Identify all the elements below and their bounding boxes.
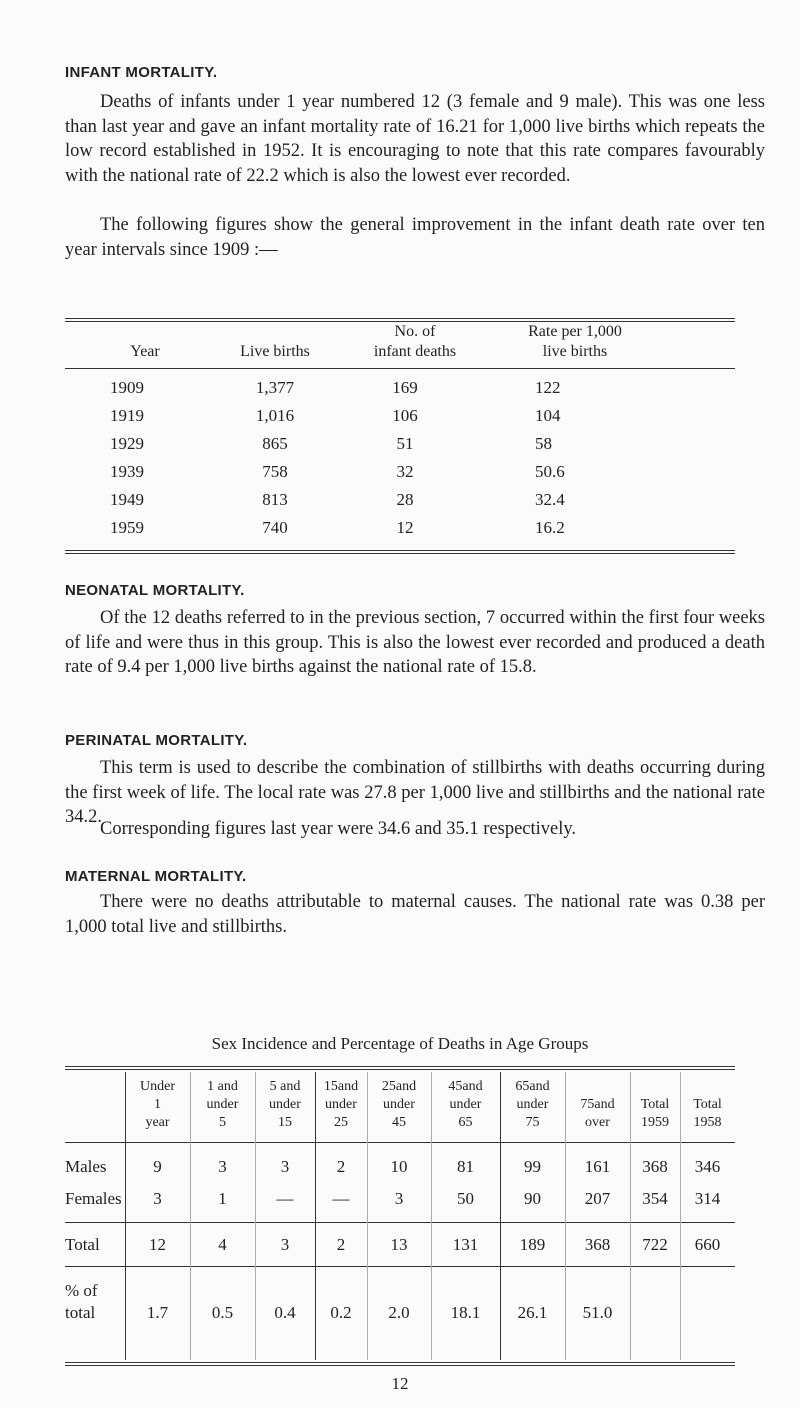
age-table-cell: 314 [694, 1189, 721, 1208]
age-table-row-label: Males [65, 1157, 107, 1176]
age-table-cell: 51.0 [582, 1303, 613, 1322]
infant-table-cell: 1929 [110, 434, 144, 453]
age-table-cell: — [332, 1189, 350, 1208]
perinatal-mortality-heading: PERINATAL MORTALITY. [65, 732, 248, 749]
age-table-row-label: Total [65, 1235, 100, 1254]
age-table-column-header: 5 [219, 1115, 226, 1130]
age-table-column-header: 15 [278, 1115, 292, 1130]
infant-table-cell: 51 [396, 434, 414, 453]
infant-table-cell: 865 [262, 434, 288, 453]
age-table-cell: 4 [218, 1235, 227, 1254]
infant-table-cell: 1,377 [255, 378, 295, 397]
age-table-cell: 3 [280, 1157, 290, 1176]
age-table-cell: 0.2 [330, 1303, 352, 1322]
age-table-column-header: Under [140, 1079, 175, 1094]
age-table-column-header: 25 [334, 1115, 348, 1130]
age-table-cell: 3 [280, 1235, 290, 1254]
age-table-row-label: % of [65, 1281, 98, 1300]
age-table-cell: 99 [524, 1157, 541, 1176]
age-table-column-header: 75and [580, 1097, 615, 1112]
age-table-column-header: 65and [515, 1079, 550, 1094]
age-table-column-header: 45and [448, 1079, 483, 1094]
age-table-cell: 81 [457, 1157, 474, 1176]
age-table-cell: — [276, 1189, 294, 1208]
age-table-cell: 722 [642, 1235, 668, 1254]
age-table-column-header: over [585, 1115, 610, 1130]
infant-mortality-heading: INFANT MORTALITY. [65, 64, 218, 81]
age-table-column-header: year [145, 1115, 170, 1130]
age-group-table [65, 1066, 735, 1370]
page-number: 12 [391, 1374, 409, 1393]
age-table-cell: 131 [452, 1235, 479, 1254]
age-table-column-header: 15and [323, 1079, 359, 1094]
age-table-column-header: under [206, 1097, 239, 1112]
col-header-live-births: Live births [240, 343, 310, 360]
age-table-column-header: under [269, 1097, 301, 1112]
age-table-cell: 12 [149, 1235, 166, 1254]
age-table-cell: 0.5 [211, 1303, 234, 1322]
col-header-live-births-2: live births [542, 343, 608, 360]
age-table-cell: 2.0 [388, 1303, 410, 1322]
infant-table-cell: 122 [535, 378, 561, 397]
infant-table-cell: 16.2 [535, 518, 565, 537]
age-table-column-header: under [449, 1097, 482, 1112]
infant-mortality-paragraph-2: The following figures show the general improvement in the infant death rate over ten year intervals since 1909 :— [65, 215, 765, 260]
infant-table-cell: 32 [396, 462, 414, 481]
infant-table-cell: 104 [535, 406, 561, 425]
age-table-cell: 368 [584, 1235, 611, 1254]
infant-table-cell: 28 [396, 490, 414, 509]
age-table-cell: 1.7 [146, 1303, 169, 1322]
age-table-cell: 3 [394, 1189, 404, 1208]
age-table-cell: 1 [218, 1189, 227, 1208]
age-table-column-header: under [516, 1097, 549, 1112]
age-table-column-header: 1958 [693, 1115, 722, 1130]
age-table-column-header: 1959 [641, 1115, 669, 1130]
age-table-cell: 50 [457, 1189, 474, 1208]
age-table-column-header: under [383, 1097, 415, 1112]
age-table-column-header: under [325, 1097, 357, 1112]
age-table-cell: 3 [218, 1157, 227, 1176]
age-table-column-header: 65 [458, 1115, 473, 1130]
maternal-mortality-heading: MATERNAL MORTALITY. [65, 868, 247, 885]
infant-table-cell: 50.6 [535, 462, 565, 481]
age-table-caption: Sex Incidence and Percentage of Deaths in Age Groups [211, 1034, 589, 1053]
age-table-cell: 13 [390, 1235, 408, 1254]
neonatal-mortality-heading: NEONATAL MORTALITY. [65, 582, 245, 599]
infant-table-cell: 169 [392, 378, 418, 397]
age-table-cell: 660 [694, 1235, 721, 1254]
age-table-cell: 9 [153, 1157, 162, 1176]
age-table-column-header: 45 [392, 1115, 406, 1130]
age-table-cell: 346 [694, 1157, 721, 1176]
perinatal-mortality-paragraph-1: This term is used to describe the combination of stillbirths with deaths occurring during the first week of life. The local rate was 27.8 per 1,000 live and stillbirths and the national rate 34.2. [65, 758, 765, 827]
age-table-cell: 207 [584, 1189, 611, 1208]
age-table-cell: 18.1 [450, 1303, 481, 1322]
infant-table-cell: 12 [396, 518, 414, 537]
perinatal-mortality-paragraph-2: Corresponding figures last year were 34.6 and 35.1 respectively. [100, 819, 577, 839]
age-table-cell: 368 [642, 1157, 668, 1176]
age-table-cell: 10 [390, 1157, 408, 1176]
age-table-cell: 0.4 [274, 1303, 296, 1322]
age-table-cell: 90 [524, 1189, 541, 1208]
col-header-year: Year [130, 343, 160, 360]
age-table-cell: 3 [153, 1189, 162, 1208]
maternal-mortality-paragraph: There were no deaths attributable to maternal causes. The national rate was 0.38 per 1,000 total live and stillbirths. [65, 892, 765, 937]
age-table-cell: 26.1 [517, 1303, 548, 1322]
neonatal-mortality-paragraph: Of the 12 deaths referred to in the previous section, 7 occurred within the first four weeks of life and were thus in this group. This is also the lowest ever recorded and produced a death rate of 9.4 per 1,000 live births against the national rate of 15.8. [65, 608, 765, 677]
infant-table-cell: 740 [262, 518, 288, 537]
age-table-column-header: 75 [525, 1115, 540, 1130]
col-header-infant-deaths: infant deaths [373, 343, 457, 360]
infant-table-cell: 58 [535, 434, 552, 453]
age-table-column-header: 1 [154, 1097, 161, 1112]
age-table-column-header: Total [693, 1097, 722, 1112]
infant-mortality-table [65, 318, 735, 561]
age-table-cell: 161 [584, 1157, 611, 1176]
col-header-no-of: No. of [394, 323, 436, 340]
infant-table-cell: 1909 [110, 378, 144, 397]
age-table-column-header: Total [640, 1097, 670, 1112]
age-table-row-label: Females [65, 1189, 122, 1208]
infant-table-cell: 32.4 [535, 490, 565, 509]
infant-mortality-paragraph-1: Deaths of infants under 1 year numbered 12 (3 female and 9 male). This was one less than last year and gave an infant mortality rate of 16.21 for 1,000 live births which repeats the low record established in 1952. It is encouraging to note that this rate compares favourably with the national rate of 22.2 which is also the lowest ever recorded. [65, 92, 765, 186]
col-header-rate-per-1000: Rate per 1,000 [528, 323, 622, 340]
infant-table-cell: 1919 [110, 406, 144, 425]
infant-table-cell: 1,016 [255, 406, 295, 425]
age-table-column-header: 1 and [207, 1079, 238, 1094]
age-table-cell: 2 [336, 1235, 346, 1254]
age-table-column-header: 5 and [269, 1079, 301, 1094]
infant-table-cell: 813 [262, 490, 288, 509]
age-table-cell: 2 [336, 1157, 346, 1176]
age-table-cell: 189 [519, 1235, 546, 1254]
infant-table-cell: 1939 [110, 462, 144, 481]
infant-table-cell: 106 [392, 406, 418, 425]
infant-table-cell: 1949 [110, 490, 144, 509]
age-table-column-header: 25and [381, 1079, 417, 1094]
infant-table-cell: 1959 [110, 518, 144, 537]
age-table-cell: 354 [642, 1189, 668, 1208]
age-table-row-label-2: total [65, 1303, 96, 1322]
infant-table-cell: 758 [262, 462, 288, 481]
